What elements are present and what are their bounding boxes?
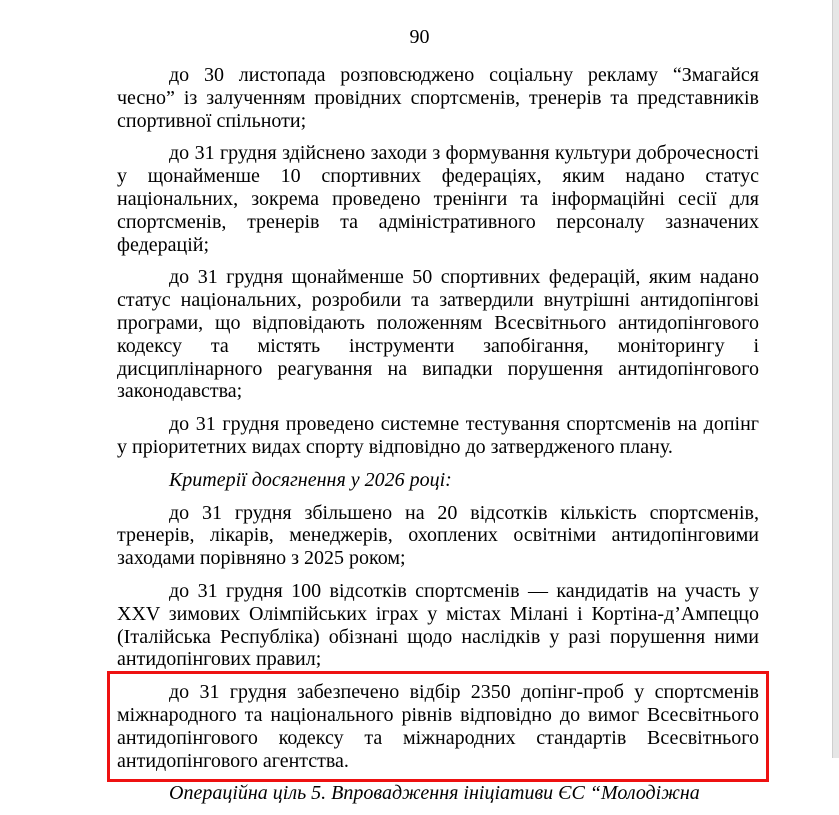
document-body — [117, 64, 759, 815]
paragraph-education-coverage: до 31 грудня збільшено на 20 відсотків кількість спортсменів, тренерів, лікарів, менеджерів, охоплених освітніми антидопінговими заходами порівняно з 2025 роком; — [117, 501, 759, 570]
paragraph-doping-samples-highlighted: до 31 грудня забезпечено відбір 2350 допінг-проб у спортсменів міжнародного та національного рівнів відповідно до вимог Всесвітнього антидопінгового кодексу та міжнародних стандартів Всесвітнього антидопінгового агентства. — [117, 681, 759, 772]
page-edge — [832, 0, 839, 758]
heading-criteria-2026: Критерії досягнення у 2026 році: — [169, 468, 452, 491]
paragraph-antidoping-programs: до 31 грудня щонайменше 50 спортивних федерацій, яким надано статус національних, розробили та затвердили внутрішні антидопінгові програми, що відповідають положенням Всесвітнього антидопінгового кодексу та містять інструменти запобігання, моніторингу і дисциплінарного реагування на випадки порушення антидопінгового законодавства; — [117, 266, 759, 403]
paragraph-olympic-awareness: до 31 грудня 100 відсотків спортсменів — кандидатів на участь у XXV зимових Олімпійських іграх у містах Мілані і Кортіна-д’Ампеццо (Італійська Республіка) обізнані щодо наслідків у разі порушення ними антидопінгових правил; — [117, 579, 759, 671]
paragraph-systemic-testing: до 31 грудня проведено системне тестування спортсменів на допінг у пріоритетних видах спорту відповідно до затвердженого плану. — [117, 413, 759, 458]
paragraph-social-ad: до 30 листопада розповсюджено соціальну рекламу “Змагайся чесно” із залученням провідних спортсменів, тренерів та представників спортивної спільноти; — [117, 64, 759, 132]
paragraph-integrity-culture: до 31 грудня здійснено заходи з формування культури доброчесності у щонайменше 10 спортивних федераціях, яким надано статус національних, зокрема проведено тренінги та інформаційні сесії для спортсменів, тренерів та адміністративного персоналу зазначених федерацій; — [117, 142, 759, 256]
paragraph-operational-goal-5: Операційна ціль 5. Впровадження ініціативи ЄС “Молодіжна — [169, 782, 700, 805]
page-number: 90 — [409, 26, 430, 48]
